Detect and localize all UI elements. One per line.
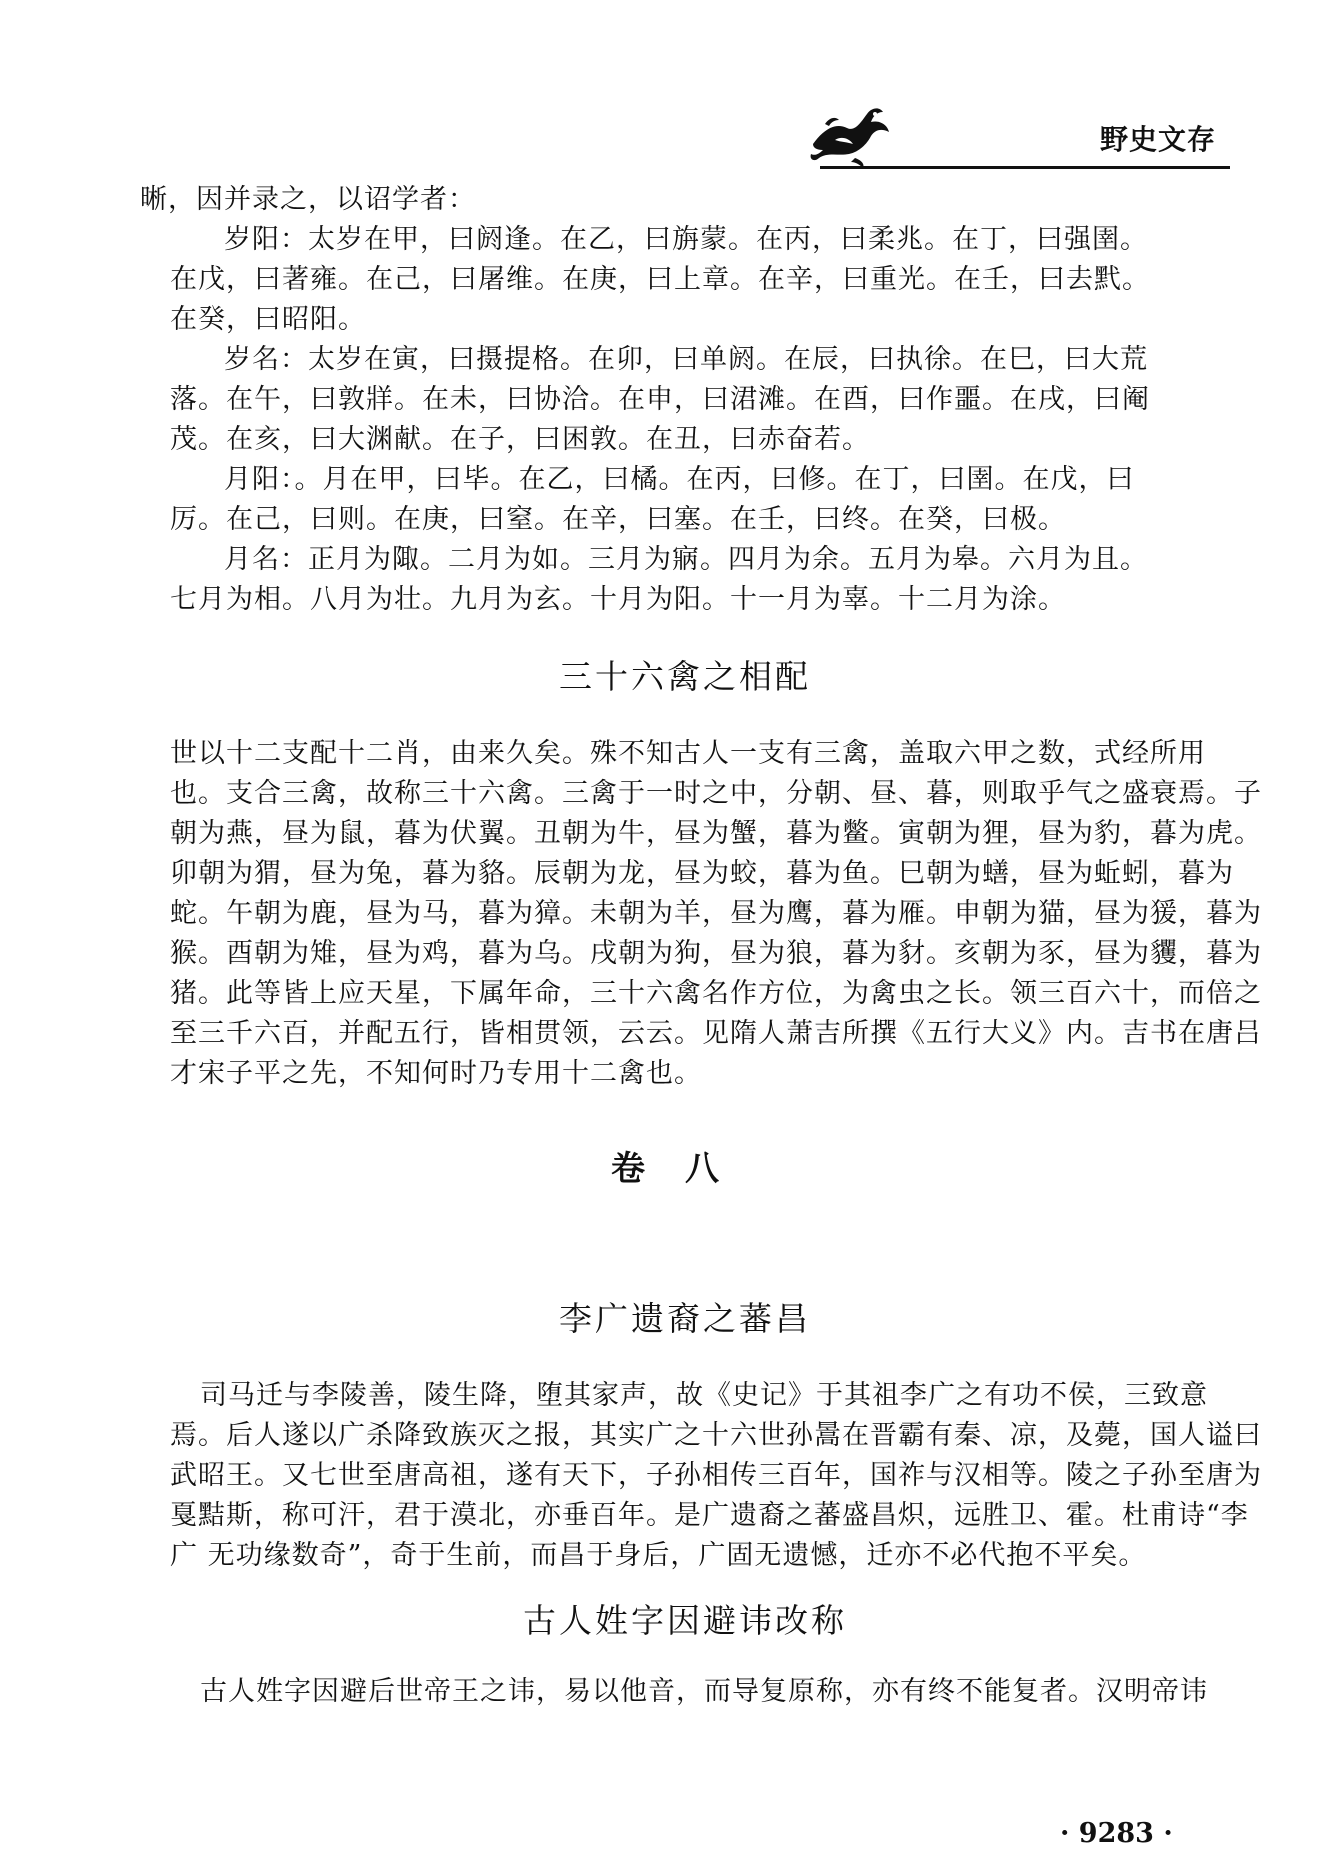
text-line: 司马迁与李陵善，陵生降，堕其家声，故《史记》于其祖李广之有功不侯，三致意	[200, 1380, 1208, 1411]
section-heading: 古人姓字因避讳改称	[523, 1601, 847, 1640]
text-line: 朝为燕，昼为鼠，暮为伏翼。丑朝为牛，昼为蟹，暮为鳖。寅朝为狸，昼为豹，暮为虎。	[170, 818, 1262, 849]
text-line: 厉。在己，曰则。在庚，曰窒。在辛，曰塞。在壬，曰终。在癸，曰极。	[170, 504, 1066, 535]
text-line: 落。在午，曰敦牂。在未，曰协洽。在申，曰涒滩。在酉，曰作噩。在戌，曰阉	[170, 384, 1150, 415]
text-line: 焉。后人遂以广杀降致族灭之报，其实广之十六世孙暠在晋霸有秦、凉，及薨，国人谥曰	[170, 1420, 1262, 1451]
header-divider	[820, 166, 1230, 169]
text-line: 才宋子平之先，不知何时乃专用十二禽也。	[170, 1058, 702, 1089]
dragon-logo-icon	[805, 100, 895, 168]
text-line: 月名：正月为陬。二月为如。三月为寎。四月为余。五月为皋。六月为且。	[224, 544, 1148, 575]
page-number: · 9283 ·	[1060, 1818, 1173, 1849]
text-line: 古人姓字因避后世帝王之讳，易以他音，而导复原称，亦有终不能复者。汉明帝讳	[200, 1676, 1208, 1707]
text-line: 卯朝为猬，昼为兔，暮为貉。辰朝为龙，昼为蛟，暮为鱼。巳朝为蟮，昼为蚯蚓，暮为	[170, 858, 1234, 889]
page-body	[140, 180, 1262, 1712]
text-line: 猴。酉朝为雉，昼为鸡，暮为乌。戌朝为狗，昼为狼，暮为豺。亥朝为豕，昼为貜，暮为	[170, 938, 1262, 969]
section-heading: 李广遗裔之蕃昌	[559, 1299, 811, 1338]
text-line: 晰，因并录之，以诏学者：	[140, 184, 476, 215]
text-line: 七月为相。八月为壮。九月为玄。十月为阳。十一月为辜。十二月为涂。	[170, 584, 1066, 615]
header-title: 野史文存	[1100, 123, 1217, 156]
text-line: 武昭王。又七世至唐高祖，遂有天下，子孙相传三百年，国祚与汉相等。陵之子孙至唐为	[170, 1460, 1262, 1491]
chapter-title: 卷八	[611, 1149, 759, 1189]
text-line: 广 无功缘数奇”，奇于生前，而昌于身后，广固无遗憾，迁亦不必代抱不平矣。	[170, 1540, 1147, 1571]
text-line: 也。支合三禽，故称三十六禽。三禽于一时之中，分朝、昼、暮，则取乎气之盛衰焉。子	[170, 778, 1262, 809]
page-header	[0, 0, 1322, 170]
text-line: 世以十二支配十二肖，由来久矣。殊不知古人一支有三禽，盖取六甲之数，式经所用	[170, 738, 1206, 769]
text-line: 在癸，曰昭阳。	[170, 304, 366, 335]
text-line: 在戊，曰著雍。在己，曰屠维。在庚，曰上章。在辛，曰重光。在壬，曰去黓。	[170, 264, 1150, 295]
section-heading: 三十六禽之相配	[559, 657, 811, 696]
text-line: 岁名：太岁在寅，曰摄提格。在卯，曰单阏。在辰，曰执徐。在巳，曰大荒	[224, 344, 1148, 375]
text-line: 至三千六百，并配五行，皆相贯领，云云。见隋人萧吉所撰《五行大义》内。吉书在唐吕	[170, 1018, 1262, 1049]
text-line: 月阳：。月在甲，曰毕。在乙，曰橘。在丙，曰修。在丁，曰圉。在戊，曰	[224, 464, 1135, 495]
text-line: 茂。在亥，曰大渊献。在子，曰困敦。在丑，曰赤奋若。	[170, 424, 870, 455]
text-line: 蛇。午朝为鹿，昼为马，暮为獐。未朝为羊，昼为鹰，暮为雁。申朝为猫，昼为猨，暮为	[170, 898, 1262, 929]
text-line: 岁阳：太岁在甲，曰阏逢。在乙，曰旃蒙。在丙，曰柔兆。在丁，曰强圉。	[224, 224, 1148, 255]
text-line: 戛黠斯，称可汗，君于漠北，亦垂百年。是广遗裔之蕃盛昌炽，远胜卫、霍。杜甫诗“李	[170, 1500, 1249, 1531]
text-line: 猪。此等皆上应天星，下属年命，三十六禽名作方位，为禽虫之长。领三百六十，而倍之	[170, 978, 1262, 1009]
